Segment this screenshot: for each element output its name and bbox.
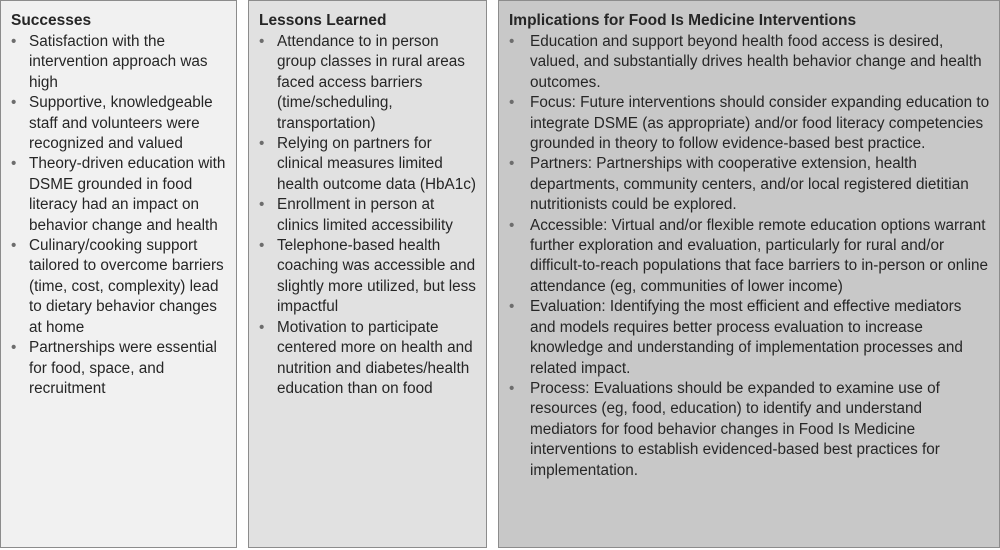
list-item: • Process: Evaluations should be expanded to examine use of resources (eg, food, education) to identify and understand mediators for food behavior changes in Food Is Medicine interventions to establish evidenced-based best practices for implementation. (509, 379, 940, 479)
list-item: • Telephone-based health coaching was accessible and slightly more utilized, but less impactful (259, 237, 476, 316)
list-item: • Evaluation: Identifying the most efficient and effective mediators and models requires better process evaluation to increase knowledge and understanding of implementation processes and related impact. (509, 298, 963, 377)
bullet-icon: • (509, 33, 515, 50)
bullet-icon: • (509, 155, 515, 173)
bullet-icon: • (259, 237, 265, 255)
list-item: • Accessible: Virtual and/or flexible remote education options warrant further exploration and evaluation, particularly for rural and/or difficult-to-reach populations that face barriers to in-person or online attendance (eg, communities of lower income) (509, 216, 989, 295)
list-item: • Attendance to in person group classes in rural areas faced access barriers (time/scheduling, transportation) (259, 33, 465, 132)
bullet-icon: • (259, 33, 265, 50)
list-item: • Education and support beyond health food access is desired, valued, and substantially drives health behavior change and health outcomes. (509, 33, 982, 91)
bullet-icon: • (11, 237, 17, 255)
bullet-icon: • (509, 298, 515, 316)
successes-heading: Successes (11, 12, 92, 29)
implications-panel (498, 0, 1000, 548)
implications-list (509, 32, 991, 481)
bullet-icon: • (11, 155, 17, 173)
lessons-learned-list (259, 32, 478, 399)
implications-heading: Implications for Food Is Medicine Interventions (509, 12, 857, 29)
list-item: • Supportive, knowledgeable staff and volunteers were recognized and valued (11, 94, 213, 153)
successes-list (11, 32, 228, 399)
list-item: • Enrollment in person at clinics limited accessibility (259, 196, 453, 234)
list-item: • Motivation to participate centered more on health and nutrition and diabetes/health education than on food (259, 318, 473, 397)
bullet-icon: • (259, 135, 265, 153)
bullet-icon: • (509, 379, 515, 397)
bullet-icon: • (11, 94, 17, 112)
bullet-icon: • (509, 216, 515, 234)
list-item: • Culinary/cooking support tailored to overcome barriers (time, cost, complexity) lead to dietary behavior changes at home (11, 237, 224, 336)
bullet-icon: • (11, 33, 17, 50)
list-item: • Theory-driven education with DSME grounded in food literacy had an impact on behavior change and health (11, 155, 226, 234)
list-item: • Partners: Partnerships with cooperative extension, health departments, community centers, and/or local registered dietitian nutritionists could be explored. (509, 155, 969, 214)
bullet-icon: • (509, 94, 515, 112)
bullet-icon: • (11, 339, 17, 357)
list-item: • Satisfaction with the intervention approach was high (11, 33, 208, 91)
lessons-learned-panel (248, 0, 487, 548)
bullet-icon: • (259, 318, 265, 336)
list-item: • Focus: Future interventions should consider expanding education to integrate DSME (as appropriate) and/or food literacy competencies grounded in theory to follow evidence-based best practice. (509, 94, 990, 153)
lessons-learned-heading: Lessons Learned (259, 12, 387, 29)
list-item: • Partnerships were essential for food, space, and recruitment (11, 339, 217, 397)
bullet-icon: • (259, 196, 265, 214)
successes-panel (0, 0, 237, 548)
list-item: • Relying on partners for clinical measures limited health outcome data (HbA1c) (259, 135, 476, 193)
